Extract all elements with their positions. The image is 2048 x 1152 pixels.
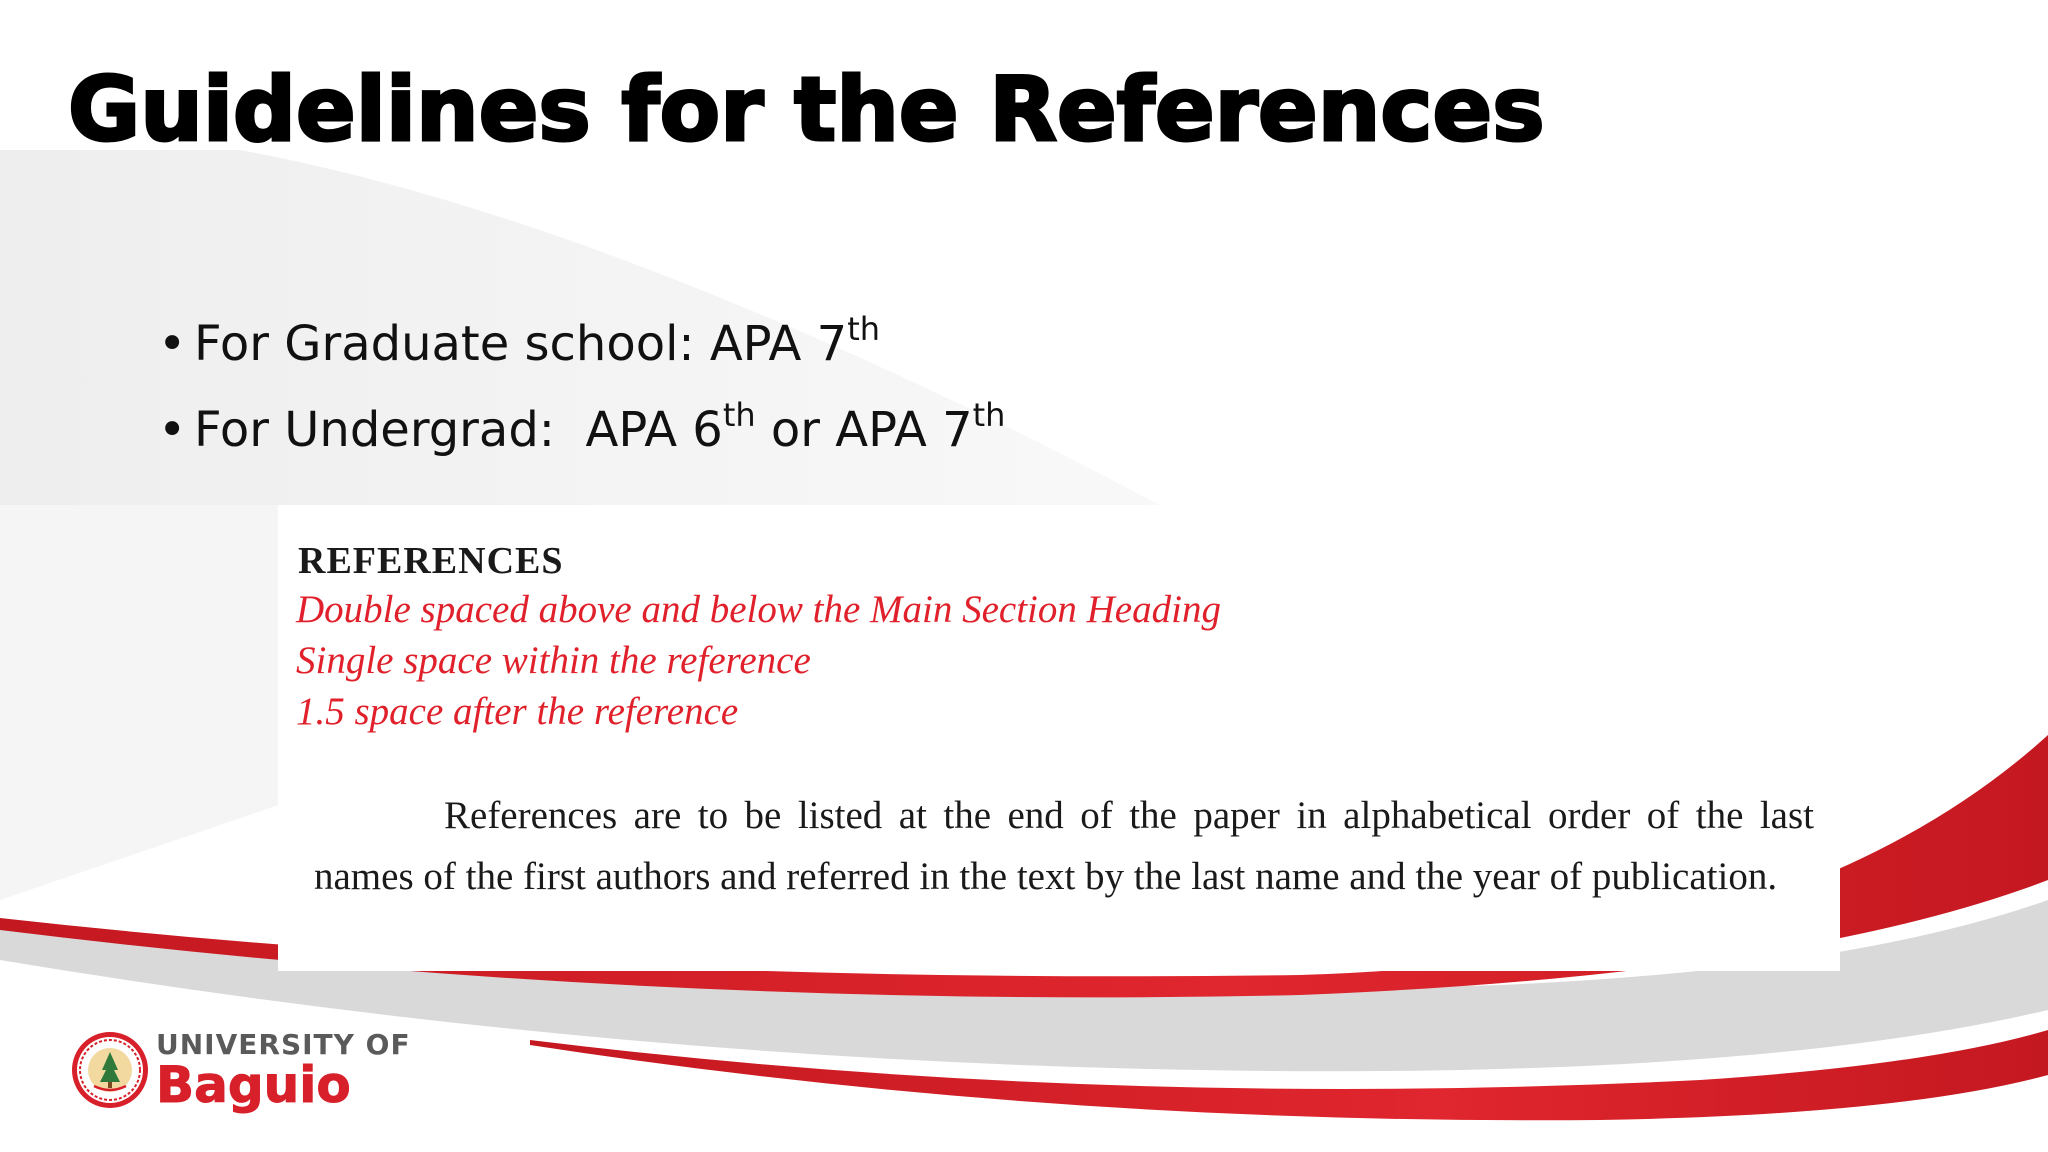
bullet-text: or APA 7 [755,402,973,458]
bullet-superscript: th [722,396,756,434]
bullet-text: For Graduate school: APA 7 [194,316,848,372]
excerpt-note: 1.5 space after the reference [296,690,739,733]
bullet-list [150,312,1005,484]
logo-text-university-of: UNIVERSITY OF [156,1028,411,1061]
bullet-text: For Undergrad: APA 6 [194,402,723,458]
references-excerpt-image [278,505,1840,971]
logo-text-baguio: Baguio [156,1056,351,1114]
slide-title: Guidelines for the References [68,58,1545,161]
bullet-dot: • [158,316,187,372]
bullet-superscript: th [972,396,1006,434]
bullet-dot: • [158,402,187,458]
excerpt-note: Double spaced above and below the Main Section Heading [296,588,1221,631]
university-logo [70,1026,410,1114]
excerpt-body-text: References are to be listed at the end of the paper in alphabetical order of the last names of the first authors and referred in the text by the last name and the year of publication. [314,794,1814,898]
bullet-superscript: th [847,310,881,348]
excerpt-note: Single space within the reference [296,639,811,682]
excerpt-heading: REFERENCES [298,540,564,582]
bullet-item-undergrad [150,398,1005,484]
bullet-item-graduate [150,312,1005,398]
university-seal-icon [70,1030,150,1110]
